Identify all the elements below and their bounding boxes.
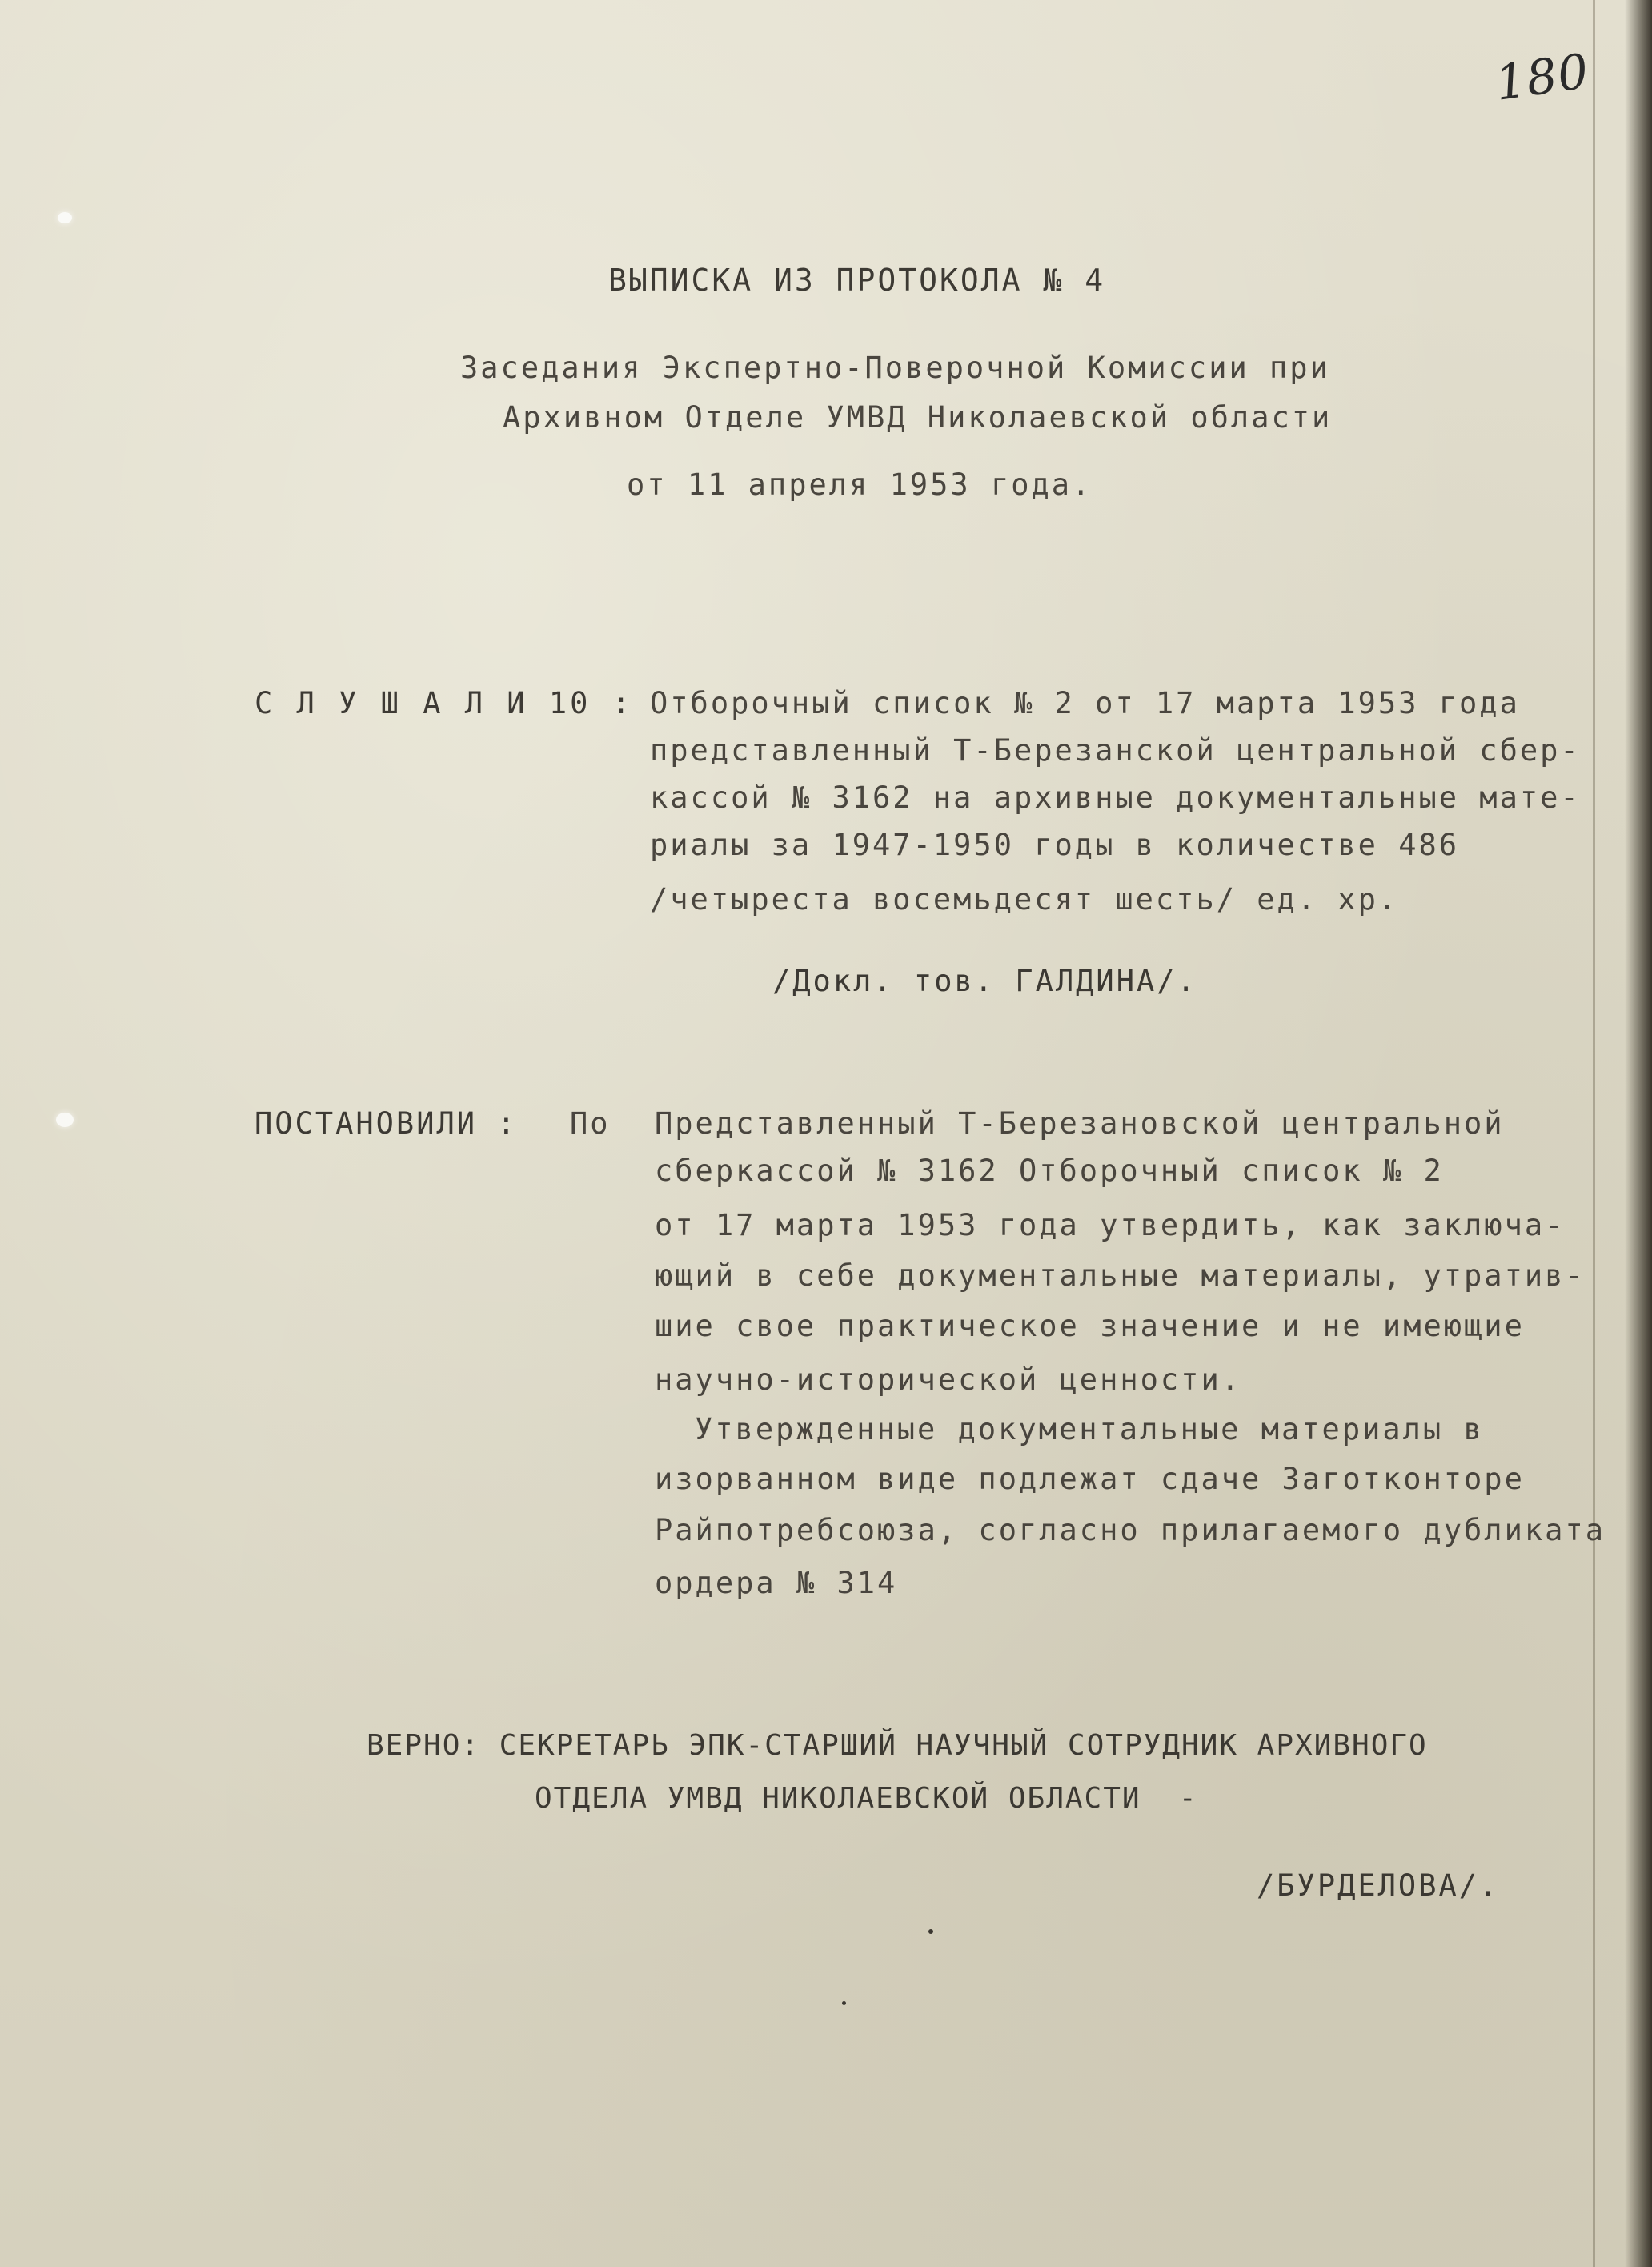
resolved-text-line: научно-исторической ценности.: [655, 1362, 1242, 1397]
paper-speck: [928, 1929, 933, 1934]
heard-text-line: /четыреста восемьдесят шесть/ ед. хр.: [650, 882, 1399, 917]
heard-label: С Л У Ш А Л И 10 :: [255, 686, 633, 720]
heard-text-line: Отборочный список № 2 от 17 марта 1953 года: [650, 686, 1520, 720]
document-title: ВЫПИСКА ИЗ ПРОТОКОЛА № 4: [608, 263, 1106, 298]
signatory-name: /БУРДЕЛОВА/.: [1257, 1868, 1500, 1903]
paper-blemish: [58, 212, 72, 223]
resolved-text-line: от 17 марта 1953 года утвердить, как заключа-: [655, 1208, 1566, 1242]
heading-line-2: Архивном Отделе УМВД Николаевской области: [503, 400, 1333, 435]
paper-speck: [842, 2001, 846, 2005]
resolved-item-label: По: [570, 1106, 611, 1141]
paper-blemish: [56, 1113, 74, 1127]
heard-speaker: /Докл. тов. ГАЛДИНА/.: [772, 964, 1197, 998]
resolved-text-line: шие свое практическое значение и не имеющие: [655, 1309, 1525, 1343]
resolved-text-line: Утвержденные документальные материалы в: [695, 1412, 1484, 1446]
heard-text-line: риалы за 1947-1950 годы в количестве 486: [650, 828, 1460, 862]
resolved-label: ПОСТАНОВИЛИ :: [255, 1106, 518, 1141]
certification-line-2: ОТДЕЛА УМВД НИКОЛАЕВСКОЙ ОБЛАСТИ -: [535, 1782, 1198, 1815]
page-number-handwritten: 180: [1491, 43, 1593, 112]
heard-text-line: представленный Т-Березанской центральной сбер-: [650, 733, 1581, 768]
resolved-text-line: Представленный Т-Березановской центральной: [655, 1106, 1505, 1141]
certification-line-1: ВЕРНО: СЕКРЕТАРЬ ЭПК-СТАРШИЙ НАУЧНЫЙ СОТРУДНИК АРХИВНОГО: [367, 1729, 1428, 1762]
resolved-text-line: изорванном виде подлежат сдаче Заготконторе: [655, 1462, 1525, 1496]
page-edge-shadow: [1625, 0, 1652, 2267]
page-edge-line: [1593, 0, 1595, 2267]
heading-line-1: Заседания Экспертно-Поверочной Комиссии при: [460, 351, 1330, 385]
resolved-text-line: сберкассой № 3162 Отборочный список № 2: [655, 1154, 1444, 1188]
heard-text-line: кассой № 3162 на архивные документальные мате-: [650, 780, 1581, 815]
resolved-text-line: ордера № 314: [655, 1566, 898, 1600]
heading-date: от 11 апреля 1953 года.: [627, 467, 1093, 502]
resolved-text-line: Райпотребсоюза, согласно прилагаемого дубликата: [655, 1513, 1606, 1547]
resolved-text-line: ющий в себе документальные материалы, утратив-: [655, 1258, 1586, 1293]
